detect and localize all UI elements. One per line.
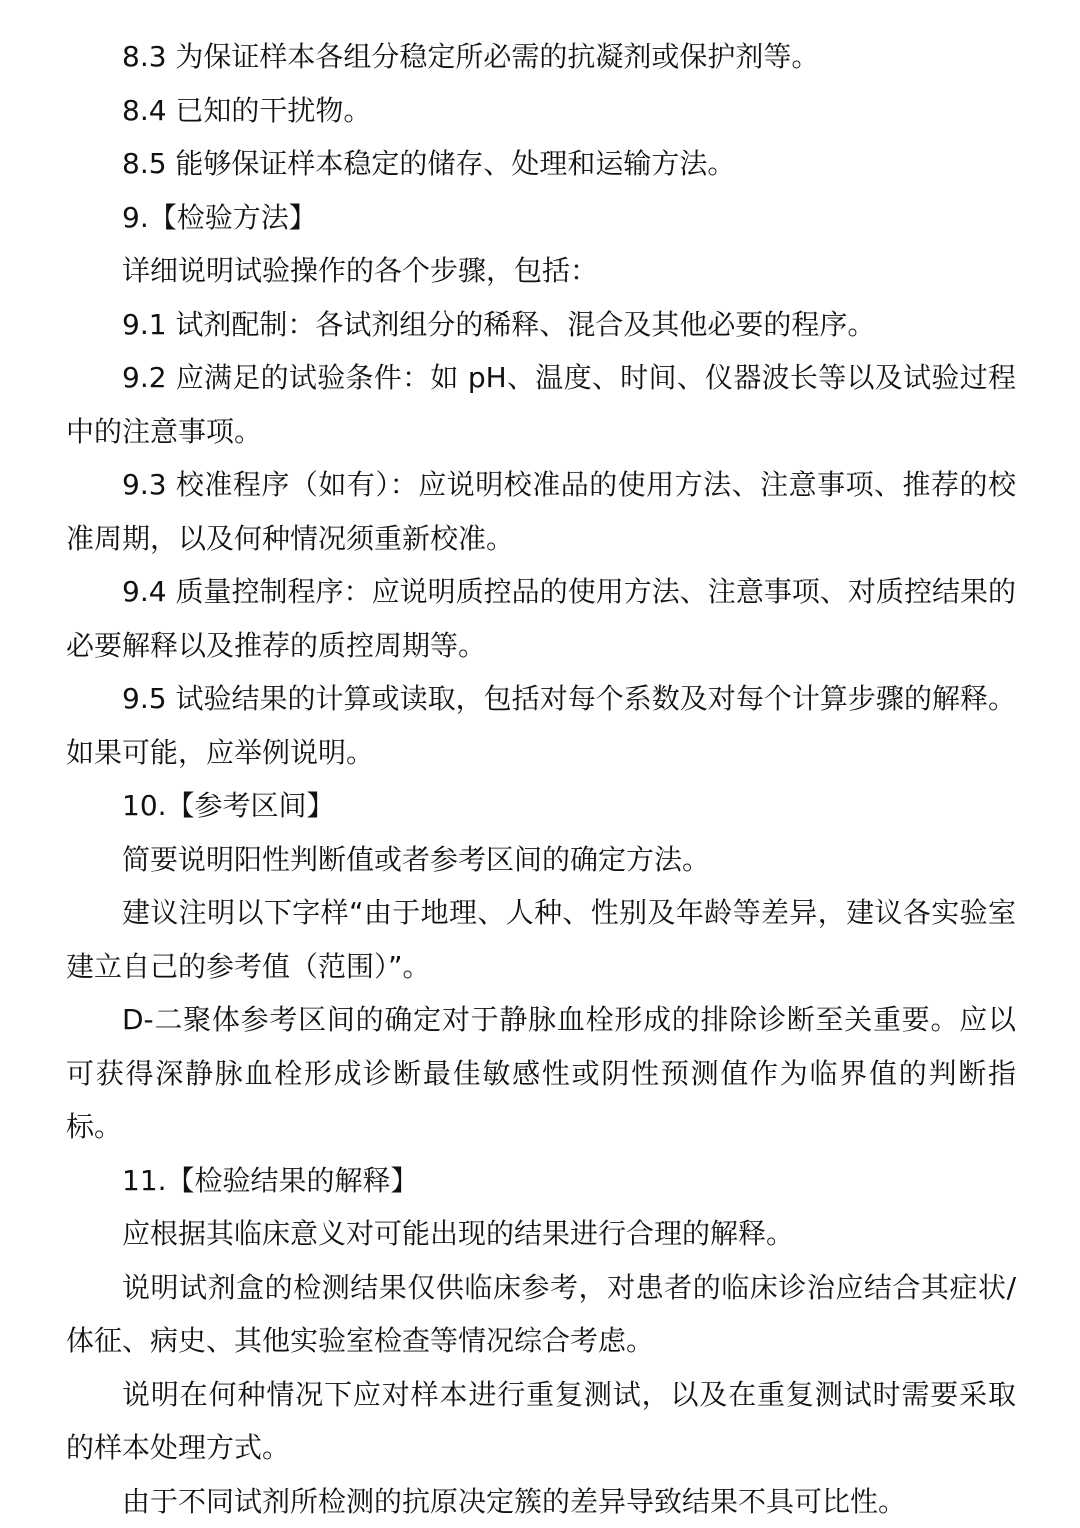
paragraph-8-5: 8.5 能够保证样本稳定的储存、处理和运输方法。: [66, 137, 1016, 191]
paragraph-9-1: 9.1 试剂配制：各试剂组分的稀释、混合及其他必要的程序。: [66, 298, 1016, 352]
paragraph-9-2: 9.2 应满足的试验条件：如 pH、温度、时间、仪器波长等以及试验过程中的注意事项。: [66, 351, 1016, 458]
section-heading-test-method: 9.【检验方法】: [66, 191, 1016, 245]
paragraph-reference-suggestion: 建议注明以下字样“由于地理、人种、性别及年龄等差异，建议各实验室建立自己的参考值（范围）”。: [66, 886, 1016, 993]
paragraph-9-5: 9.5 试验结果的计算或读取，包括对每个系数及对每个计算步骤的解释。如果可能，应举例说明。: [66, 672, 1016, 779]
paragraph-comparability: 由于不同试剂所检测的抗原决定簇的差异导致结果不具可比性。: [66, 1475, 1016, 1528]
section-heading-result-interpretation: 11.【检验结果的解释】: [66, 1154, 1016, 1208]
paragraph-d-dimer: D-二聚体参考区间的确定对于静脉血栓形成的排除诊断至关重要。应以可获得深静脉血栓形成诊断最佳敏感性或阴性预测值作为临界值的判断指标。: [66, 993, 1016, 1154]
paragraph-repeat-testing: 说明在何种情况下应对样本进行重复测试，以及在重复测试时需要采取的样本处理方式。: [66, 1368, 1016, 1475]
paragraph-test-steps-intro: 详细说明试验操作的各个步骤，包括：: [66, 244, 1016, 298]
paragraph-reference-method: 简要说明阳性判断值或者参考区间的确定方法。: [66, 833, 1016, 887]
paragraph-9-3: 9.3 校准程序（如有）：应说明校准品的使用方法、注意事项、推荐的校准周期，以及何种情况须重新校准。: [66, 458, 1016, 565]
paragraph-8-3: 8.3 为保证样本各组分稳定所必需的抗凝剂或保护剂等。: [66, 30, 1016, 84]
paragraph-9-4: 9.4 质量控制程序：应说明质控品的使用方法、注意事项、对质控结果的必要解释以及推荐的质控周期等。: [66, 565, 1016, 672]
paragraph-8-4: 8.4 已知的干扰物。: [66, 84, 1016, 138]
section-heading-reference-range: 10.【参考区间】: [66, 779, 1016, 833]
paragraph-clinical-significance: 应根据其临床意义对可能出现的结果进行合理的解释。: [66, 1207, 1016, 1261]
paragraph-clinical-reference: 说明试剂盒的检测结果仅供临床参考，对患者的临床诊治应结合其症状/体征、病史、其他实验室检查等情况综合考虑。: [66, 1261, 1016, 1368]
